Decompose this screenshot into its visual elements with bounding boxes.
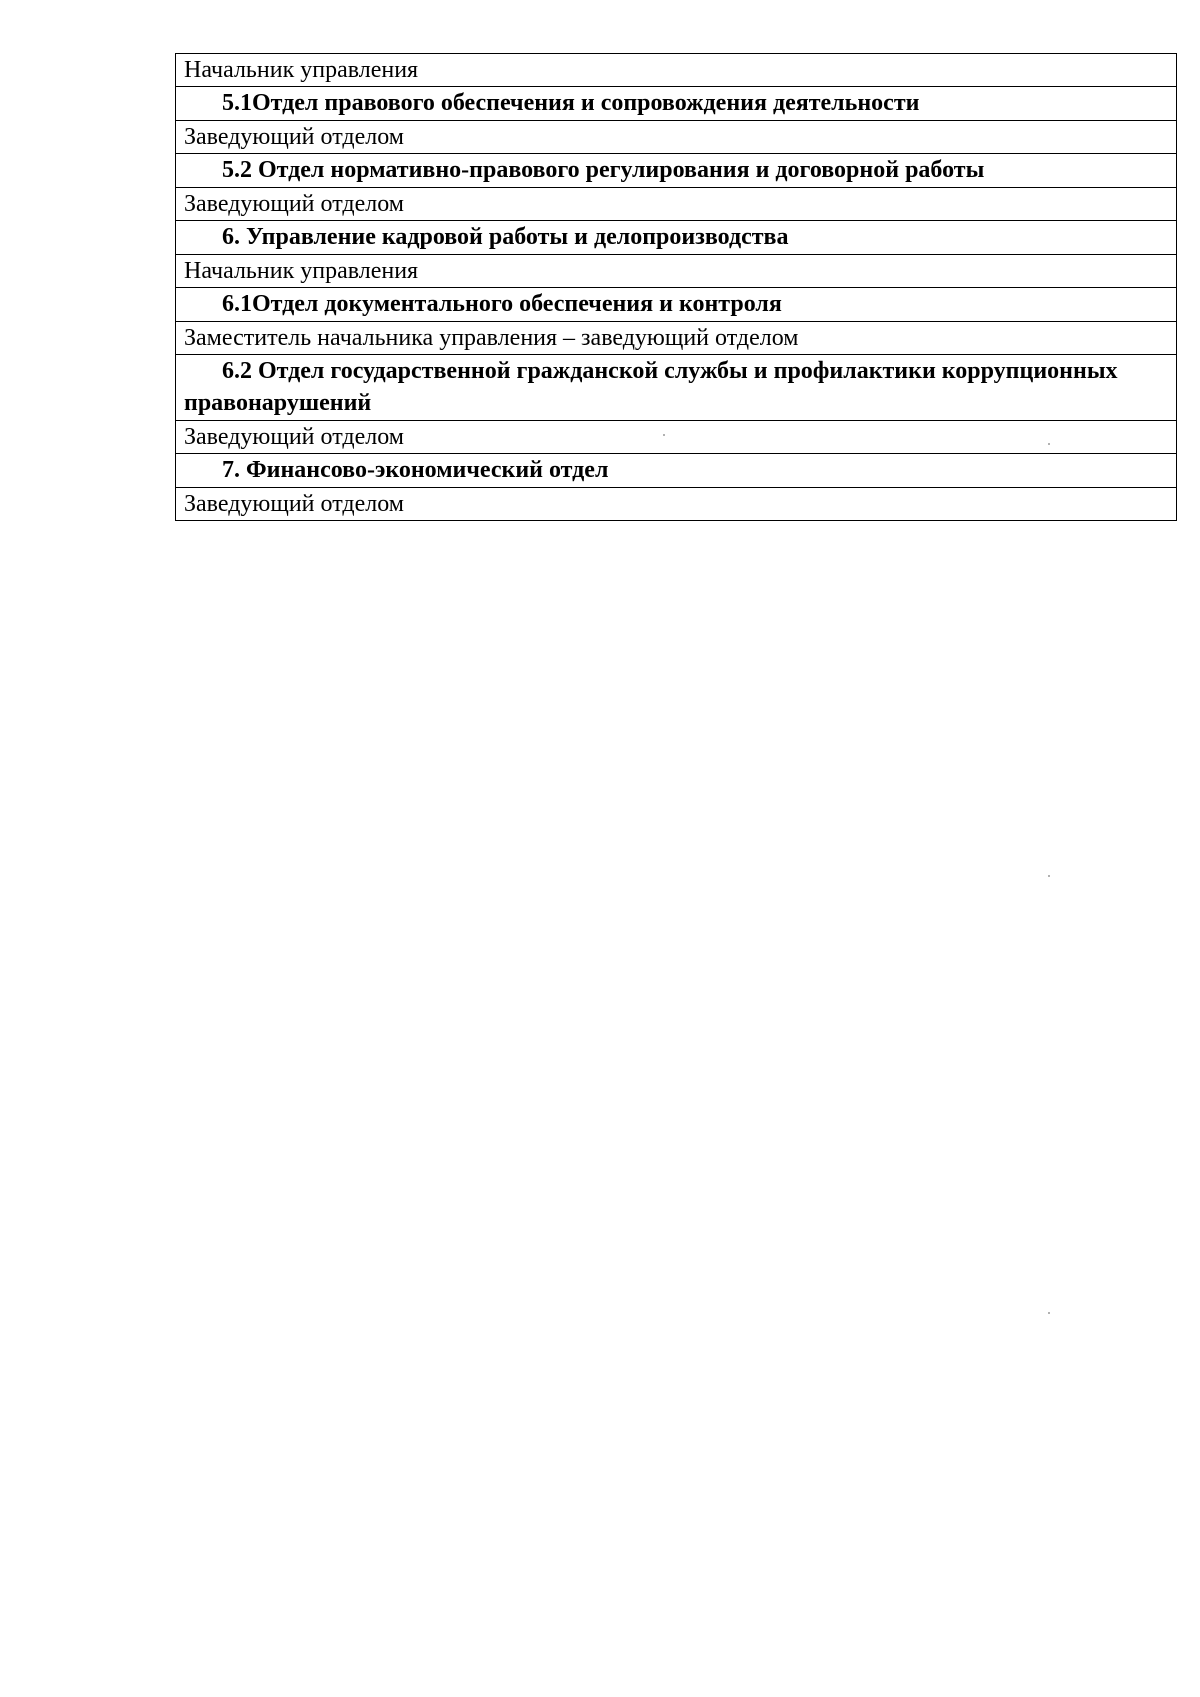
table-row (176, 121, 1177, 154)
unit-heading-cell: 5.2 Отдел нормативно-правового регулирования и договорной работы (176, 154, 1177, 188)
unit-heading-cell: 5.1Отдел правового обеспечения и сопровождения деятельности (176, 87, 1177, 121)
table-row (176, 154, 1177, 188)
unit-heading-cell: 6.2 Отдел государственной гражданской службы и профилактики коррупционных правонарушений (176, 355, 1177, 421)
unit-heading-cell: 6.1Отдел документального обеспечения и контроля (176, 288, 1177, 322)
table-row (176, 54, 1177, 87)
staff-structure-table (175, 53, 1177, 521)
scan-speck (1048, 1312, 1050, 1314)
unit-heading-cell: 7. Финансово-экономический отдел (176, 454, 1177, 488)
table-row (176, 488, 1177, 521)
unit-heading-cell: 6. Управление кадровой работы и делопроизводства (176, 221, 1177, 255)
table-row (176, 188, 1177, 221)
table-row (176, 454, 1177, 488)
table-row (176, 255, 1177, 288)
position-cell: Начальник управления (176, 255, 1177, 288)
table-row (176, 322, 1177, 355)
position-cell: Заведующий отделом (176, 421, 1177, 454)
scan-speck (1048, 443, 1050, 445)
position-cell: Заместитель начальника управления – заведующий отделом (176, 322, 1177, 355)
table-row (176, 87, 1177, 121)
position-cell: Заведующий отделом (176, 488, 1177, 521)
position-cell: Заведующий отделом (176, 121, 1177, 154)
table-row (176, 421, 1177, 454)
table-row (176, 288, 1177, 322)
scan-speck (663, 434, 665, 436)
table-row (176, 221, 1177, 255)
table-row (176, 355, 1177, 421)
position-cell: Начальник управления (176, 54, 1177, 87)
position-cell: Заведующий отделом (176, 188, 1177, 221)
scan-speck (1048, 875, 1050, 877)
